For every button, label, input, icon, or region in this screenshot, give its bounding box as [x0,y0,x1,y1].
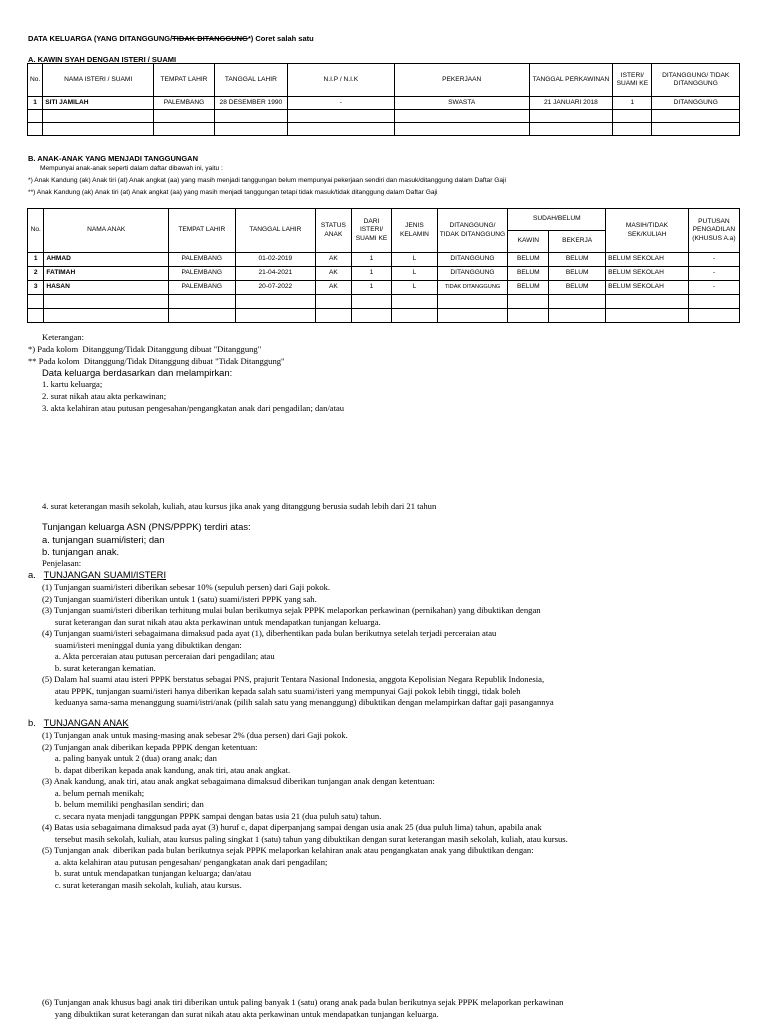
paragraph-line: (5) Tunjangan anak diberikan pada bulan berikutnya sejak PPPK melaporkan kelahiran anak atau pengangkatan anak yang dibuktikan dengan: [42,845,534,855]
col-ditanggung: DITANGGUNG/ TIDAK DITANGGUNG [652,64,740,97]
table-row [28,110,740,123]
paragraph-line: b. dapat diberikan kepada anak kandung, anak tiri, atau anak angkat. [42,764,291,775]
paragraph-line: a. belum pernah menikah; [42,787,145,798]
attachment-item-3: 3. akta kelahiran atau putusan pengesahan/pengangkatan anak dari pengadilan; dan/atau [42,403,345,413]
col-pekerjaan: PEKERJAAN [394,64,529,97]
children-table [27,208,740,323]
paragraph-line: (3) Anak kandung, anak tiri, atau anak angkat sebagaimana dimaksud diberikan tunjangan anak dengan ketentuan: [42,776,435,786]
attachment-item-1: 1. kartu keluarga; [42,379,103,389]
spouse-table [27,63,740,136]
paragraph-line: (4) Batas usia sebagaimana dimaksud pada ayat (3) huruf c, dapat diperpanjang sampai dengan usia anak 25 (dua puluh lima) tahun, apabila anak [42,822,542,832]
col-nip: N.I.P / N.I.K [287,64,394,97]
col-perkawinan: TANGGAL PERKAWINAN [529,64,613,97]
paragraph-line: a. akta kelahiran atau putusan pengesahan/ pengangkatan anak dari pengadilan; [42,856,328,867]
table-row [28,295,740,309]
title-prefix: DATA KELUARGA (YANG DITANGGUNG/ [28,34,173,43]
table-row: 2 FATIMAH PALEMBANG 21-04-2021 AK 1 L DITANGGUNG BELUM BELUM BELUM SEKOLAH - [28,267,740,281]
tunjangan-anak-6a: (6) Tunjangan anak khusus bagi anak tiri diberikan untuk paling banyak 1 (satu) orang anak pada bulan berikutnya sejak PPPK melaporkan perkawinan [42,997,564,1007]
paragraph-line: tersebut masih sekolah, kuliah, atau kursus paling singkat 1 (satu) tahun yang dibuktikan dengan surat keterangan masih sekolah, kuliah, atau kursus. [42,833,568,844]
paragraph-line: b. surat keterangan kematian. [42,662,156,673]
paragraph-line: (1) Tunjangan anak untuk masing-masing anak sebesar 2% (dua persen) dari Gaji pokok. [42,730,348,740]
section-b-intro: Mempunyai anak-anak seperti dalam daftar dibawah ini, yaitu : [40,165,223,172]
paragraph-line: (4) Tunjangan suami/isteri sebagaimana dimaksud pada ayat (1), diberhentikan pada bulan berikutnya setelah terjadi perceraian atau [42,628,497,638]
section-b-note2: **) Anak Kandung (ak) Anak tiri (at) Anak angkat (aa) yang masih menjadi tanggungan tetapi tidak masuk/tidak ditanggung dalam Daftar Gaji [28,189,438,196]
table-row [28,123,740,136]
paragraph-line: atau PPPK, tunjangan suami/isteri hanya diberikan kepada salah satu suami/isteri yang mempunyai Gaji pokok lebih tinggi, tidak boleh [42,685,521,696]
table-row: 1 SITI JAMILAH PALEMBANG 28 DESEMBER 1990 - SWASTA 21 JANUARI 2018 1 DITANGGUNG [28,97,740,110]
table-row: 3 HASAN PALEMBANG 20-07-2022 AK 1 L TIDAK DITANGGUNG BELUM BELUM BELUM SEKOLAH - [28,281,740,295]
spouse-header-row [28,64,740,97]
tunjangan-anak-6b: yang dibuktikan surat keterangan dan surat nikah atau akta perkawinan untuk mendapatkan tunjangan keluarga. [42,1009,439,1019]
paragraph-line: surat keterangan dan surat nikah atau akta perkawinan untuk mendapatkan tunjangan keluarga. [42,616,381,627]
title-strike: TIDAK DITANGGUNG [172,34,248,43]
paragraph-line: (1) Tunjangan suami/isteri diberikan sebesar 10% (sepuluh persen) dari Gaji pokok. [42,582,331,592]
paragraph-line: c. secara nyata menjadi tanggungan PPPK sampai dengan batas usia 21 (dua puluh satu) tahun. [42,810,382,821]
keterangan-line-1: *) Pada kolom Ditanggung/Tidak Ditanggung dibuat "Ditanggung" [28,344,262,354]
paragraph-line: keduanya sama-sama menanggung suami/istri/anak (pilih salah satu yang menanggung) dibuktikan dengan melampirkan daftar gaji pasangannya [42,697,554,707]
children-header-row: No. NAMA ANAK TEMPAT LAHIR TANGGAL LAHIR STATUS ANAK DARI ISTERI/ SUAMI KE JENIS KELAMIN DITANGGUNG/ TIDAK DITANGGUNG SUDAH/BELUM MASIH/TIDAK SEK/KULIAH PUTUSAN PENGADILAN (KHUSUS A.a) [28,209,740,231]
paragraph-line: (2) Tunjangan suami/isteri diberikan untuk 1 (satu) suami/isteri PPPK yang sah. [42,593,317,604]
col-no: No. [28,64,43,97]
document-title [28,34,314,43]
col-tanggal: TANGGAL LAHIR [214,64,287,97]
section-b-note1: *) Anak Kandung (ak) Anak tiri (at) Anak angkat (aa) yang masih menjadi tanggungan belum mempunyai pekerjaan sendiri dan masuk/ditanggung dalam Daftar Gaji [28,177,506,184]
paragraph-line: (5) Dalam hal suami atau isteri PPPK berstatus sebagai PNS, prajurit Tentara Nasional Indonesia, anggota Kepolisian Negara Republik Indonesia, [42,674,545,684]
paragraph-line: a. Akta perceraian atau putusan perceraian dari pengadilan; atau [42,651,275,661]
col-nama: NAMA ISTERI / SUAMI [43,64,154,97]
keterangan-title: Keterangan: [42,332,84,342]
attachment-item-2: 2. surat nikah atau akta perkawinan; [42,391,167,401]
section-b-heading: b. TUNJANGAN ANAK [28,717,129,728]
paragraph-line: b. belum memiliki penghasilan sendiri; dan [42,799,204,809]
paragraph-line: b. surat untuk mendapatkan tunjangan keluarga; dan/atau [42,868,252,878]
tunjangan-item-a: a. tunjangan suami/isteri; dan [42,534,165,545]
children-subheader-row: KAWIN BEKERJA [28,231,740,253]
paragraph-line: (3) Tunjangan suami/isteri diberikan terhitung mulai bulan berikutnya sejak PPPK melaporkan perkawinan (pernikahan) yang dibuktikan dengan [42,605,541,615]
table-row [28,309,740,323]
title-suffix: *) Coret salah satu [247,34,314,43]
attachment-item-4: 4. surat keterangan masih sekolah, kuliah, atau kursus jika anak yang ditanggung berusia sudah lebih dari 21 tahun [42,501,437,511]
tunjangan-intro: Tunjangan keluarga ASN (PNS/PPPK) terdiri atas: [42,521,251,532]
tunjangan-item-b: b. tunjangan anak. [42,546,120,557]
section-a-title: A. KAWIN SYAH DENGAN ISTERI / SUAMI [28,55,177,64]
table-row: 1 AHMAD PALEMBANG 01-02-2019 AK 1 L DITANGGUNG BELUM BELUM BELUM SEKOLAH - [28,253,740,267]
paragraph-line: suami/isteri meninggal dunia yang dibuktikan dengan: [42,639,242,650]
keterangan-line-2: ** Pada kolom Ditanggung/Tidak Ditanggung dibuat "Tidak Ditanggung" [28,356,285,366]
keterangan-line-3: Data keluarga berdasarkan dan melampirkan: [42,367,233,378]
paragraph-line: (2) Tunjangan anak diberikan kepada PPPK dengan ketentuan: [42,741,258,752]
col-ke: ISTERI/ SUAMI KE [613,64,652,97]
penjelasan-label: Penjelasan: [42,558,82,568]
section-a-heading: a. TUNJANGAN SUAMI/ISTERI [28,569,167,580]
section-b-title: B. ANAK-ANAK YANG MENJADI TANGGUNGAN [28,154,199,163]
paragraph-line: a. paling banyak untuk 2 (dua) orang anak; dan [42,753,217,763]
paragraph-line: c. surat keterangan masih sekolah, kuliah, atau kursus. [42,879,242,890]
col-tempat: TEMPAT LAHIR [154,64,215,97]
